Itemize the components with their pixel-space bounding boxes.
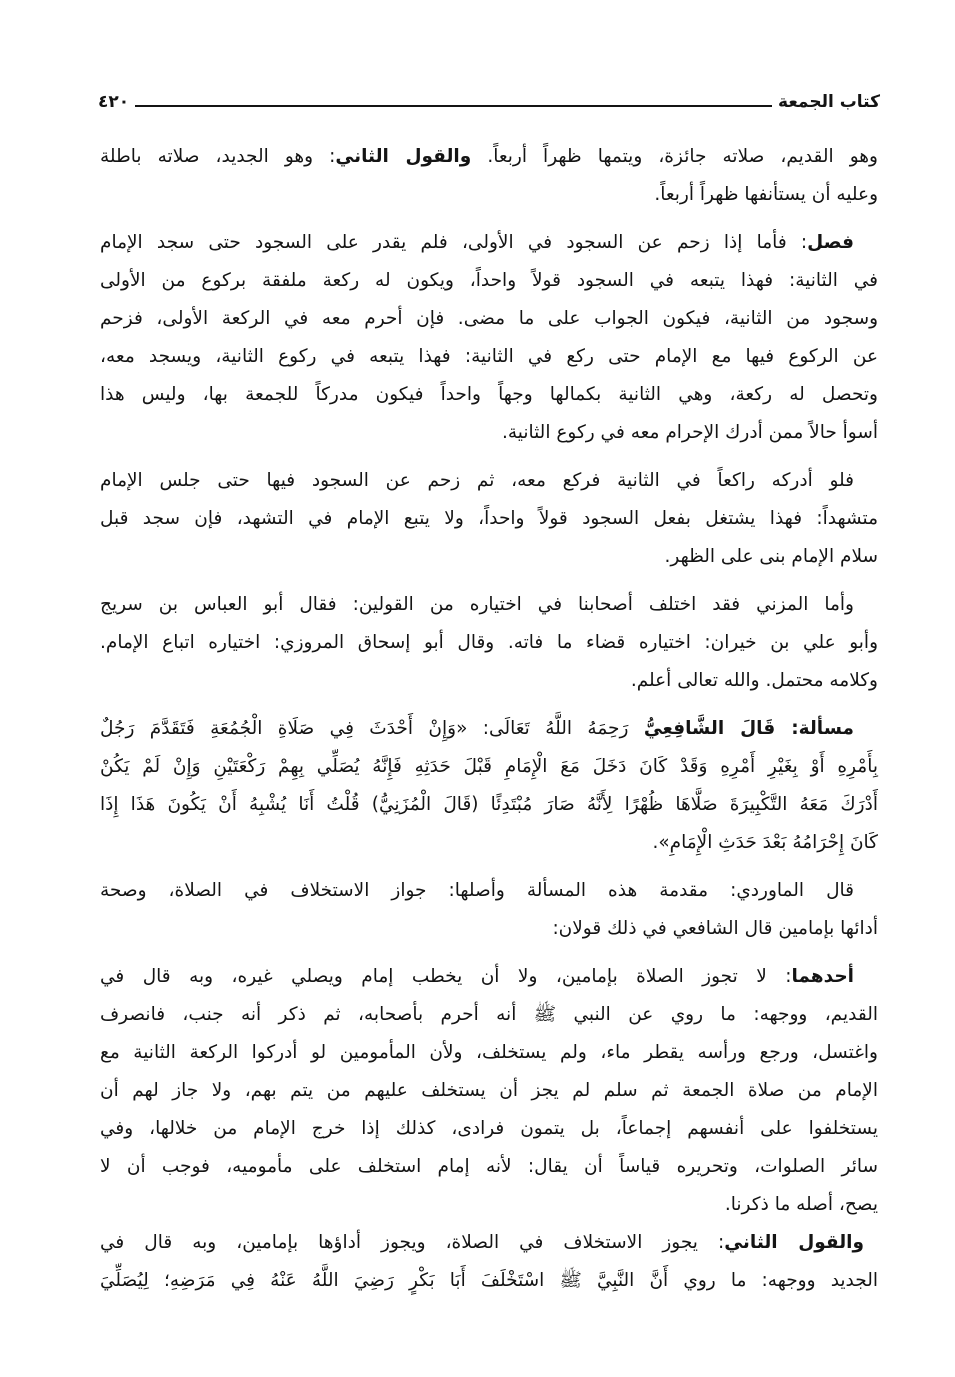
bold-lead-text: والقول الثاني xyxy=(335,146,472,167)
text-segment: فلو أدركه راكعاً في الثانية فركع معه، ثم زحم عن السجود فيها حتى جلس الإمام xyxy=(100,470,854,491)
text-segment: : وهو الجديد، صلاته باطلة xyxy=(100,146,336,167)
text-line xyxy=(100,824,878,862)
paragraph xyxy=(100,462,878,576)
paragraph xyxy=(100,586,878,700)
bold-lead-text: مسألة: قَالَ الشَّافِعِيُّ xyxy=(643,718,854,739)
text-line xyxy=(100,176,878,214)
paragraph xyxy=(100,1224,878,1300)
chapter-title: كتاب الجمعة xyxy=(778,92,880,112)
page-number: ٤٢٠ xyxy=(98,92,130,112)
header-rule xyxy=(135,105,772,107)
text-segment: وتحصل له ركعة، وهي الثانية بكمالها وجهاً واحداً فيكون مدركاً للجمعة بها، وليس هذا xyxy=(100,384,878,405)
text-line xyxy=(100,1262,878,1300)
text-segment: رَحِمَهُ اللَّهُ تَعَالَى: «وَإِنْ أَحْدَثَ فِي صَلَاةِ الْجُمُعَةِ فَتَقَدَّمَ رَجُلٌ xyxy=(100,718,644,739)
text-line xyxy=(100,910,878,948)
text-segment: الإمام من صلاة الجمعة ثم سلم لم يجز أن يستخلف عليهم من يتم بهم، ولا جاز لهم أن xyxy=(100,1080,878,1101)
text-line xyxy=(100,1224,878,1262)
text-segment: أسوأ حالاً ممن أدرك الإحرام معه في ركوع الثانية. xyxy=(501,422,878,443)
text-segment: أدائها بإمامين قال الشافعي في ذلك قولان: xyxy=(552,918,878,939)
text-line xyxy=(100,462,878,500)
text-line xyxy=(100,538,878,576)
text-segment: سلام الإمام بنى على الظهر. xyxy=(664,546,878,567)
text-line xyxy=(100,500,878,538)
text-line xyxy=(100,414,878,452)
text-line xyxy=(100,376,878,414)
paragraph xyxy=(100,710,878,862)
text-segment: عن الركوع فيها مع الإمام حتى ركع في الثانية: فهذا يتبعه في ركوع الثانية، ويسجد معه، xyxy=(100,346,878,367)
paragraph xyxy=(100,958,878,1224)
paragraph xyxy=(100,224,878,452)
text-segment: وهو القديم، صلاته جائزة، ويتمها ظهراً أربعاً. xyxy=(471,146,878,167)
text-line xyxy=(100,1148,878,1186)
body-text xyxy=(100,138,878,1300)
running-header xyxy=(98,88,880,116)
text-line xyxy=(100,338,878,376)
text-segment: : لا تجوز الصلاة بإمامين، ولا أن يخطب إمام ويصلي غيره، وبه قال في xyxy=(100,966,792,987)
text-segment: أَدْرَكَ مَعَهُ التَّكْبِيرَةَ صَلَّاهَا ظُهْرًا لِأَنَّهُ صَارَ مُبْتَدِئًا (قَالَ الْمُزَنِيُّ) قُلْتُ أَنَا يُشْبِهُ أَنْ يَكُونَ هَذَا إِذَا xyxy=(100,794,878,815)
text-segment: وكلامه محتمل. والله تعالى أعلم. xyxy=(630,670,878,691)
text-segment: في الثانية: فهذا يتبعه في السجود قولاً واحداً، ويكون له ركعة ملفقة بركوع من الأولى xyxy=(100,270,878,291)
text-line xyxy=(100,748,878,786)
text-line xyxy=(100,1072,878,1110)
text-segment: يستخلفوا على أنفسهم إجماعاً، بل يتمون فرادى، كذلك إذا خرج الإمام من خلالها، وفي xyxy=(100,1118,878,1139)
text-segment: يصح، أصله ما ذكرنا. xyxy=(724,1194,878,1215)
text-line xyxy=(100,1186,878,1224)
text-line xyxy=(100,710,878,748)
text-segment: قال الماوردي: مقدمة هذه المسألة وأصلها: جواز الاستخلاف في الصلاة، وصحة xyxy=(100,880,854,901)
text-line xyxy=(100,300,878,338)
paragraph xyxy=(100,872,878,948)
text-line xyxy=(100,586,878,624)
text-segment: القديم، ووجهه: ما روي عن النبي ﷺ أنه أحرم بأصحابه، ثم ذكر أنه جنب، فانصرف xyxy=(100,1004,878,1025)
bold-lead-text: أحدهما xyxy=(791,966,854,987)
text-line xyxy=(100,262,878,300)
text-segment: وسجود من الثانية، فيكون الجواب على ما مضى. فإن أحرم معه في الركعة الأولى، فزحم xyxy=(100,308,878,329)
text-line xyxy=(100,872,878,910)
text-line xyxy=(100,224,878,262)
text-line xyxy=(100,1034,878,1072)
paragraph xyxy=(100,138,878,214)
text-line xyxy=(100,662,878,700)
text-segment: سائر الصلوات، وتحريره قياساً أن يقال: لأنه إمام استخلف على مأموميه، فوجب أن لا xyxy=(100,1156,878,1177)
text-segment: كَانَ إِحْرَامُهُ بَعْدَ حَدَثِ الْإِمَامِ». xyxy=(652,832,878,853)
bold-lead-text: والقول الثاني xyxy=(724,1232,864,1253)
text-segment: الجديد ووجهه: ما روي أَنَّ النَّبِيَّ ﷺ اسْتَخْلَفَ أَبَا بَكْرٍ رَضِيَ اللَّهُ عَنْهُ فِي مَرَضِهِ؛ لِيُصَلِّيَ xyxy=(100,1270,878,1291)
text-segment: وعليه أن يستأنفها ظهراً أربعاً. xyxy=(654,184,878,205)
text-segment: بِأَمْرِهِ أَوْ بِغَيْرِ أَمْرِهِ وَقَدْ كَانَ دَخَلَ مَعَ الْإِمَامِ قَبْلَ حَدَثِهِ فَإِنَّهُ يُصَلِّي بِهِمْ رَكْعَتَيْنِ وَإِنْ لَمْ يَكُنْ xyxy=(100,756,878,777)
text-line xyxy=(100,1110,878,1148)
text-segment: متشهداً: فهذا يشتغل بفعل السجود قولاً واحداً، ولا يتبع الإمام في التشهد، فإن سجد قبل xyxy=(100,508,878,529)
text-line xyxy=(100,786,878,824)
text-segment: وأبو علي بن خيران: اختياره قضاء ما فاته. وقال أبو إسحاق المروزي: اختياره اتباع الإمام. xyxy=(100,632,878,653)
text-segment: : يجوز الاستخلاف في الصلاة، ويجوز أداؤها بإمامين، وبه قال في xyxy=(100,1232,725,1253)
text-segment: وأما المزني فقد اختلف أصحابنا في اختياره من القولين: فقال أبو العباس بن سريج xyxy=(100,594,854,615)
text-segment: : فأما إذا زحم عن السجود في الأولى، فلم يقدر على السجود حتى سجد الإمام xyxy=(100,232,808,253)
text-segment: واغتسل، ورجع ورأسه يقطر ماء، ولم يستخلف، ولأن المأمومين لو أدركوا الركعة الثانية مع xyxy=(100,1042,878,1063)
text-line xyxy=(100,996,878,1034)
text-line xyxy=(100,624,878,662)
text-line xyxy=(100,958,878,996)
bold-lead-text: فصل xyxy=(807,232,854,253)
text-line xyxy=(100,138,878,176)
